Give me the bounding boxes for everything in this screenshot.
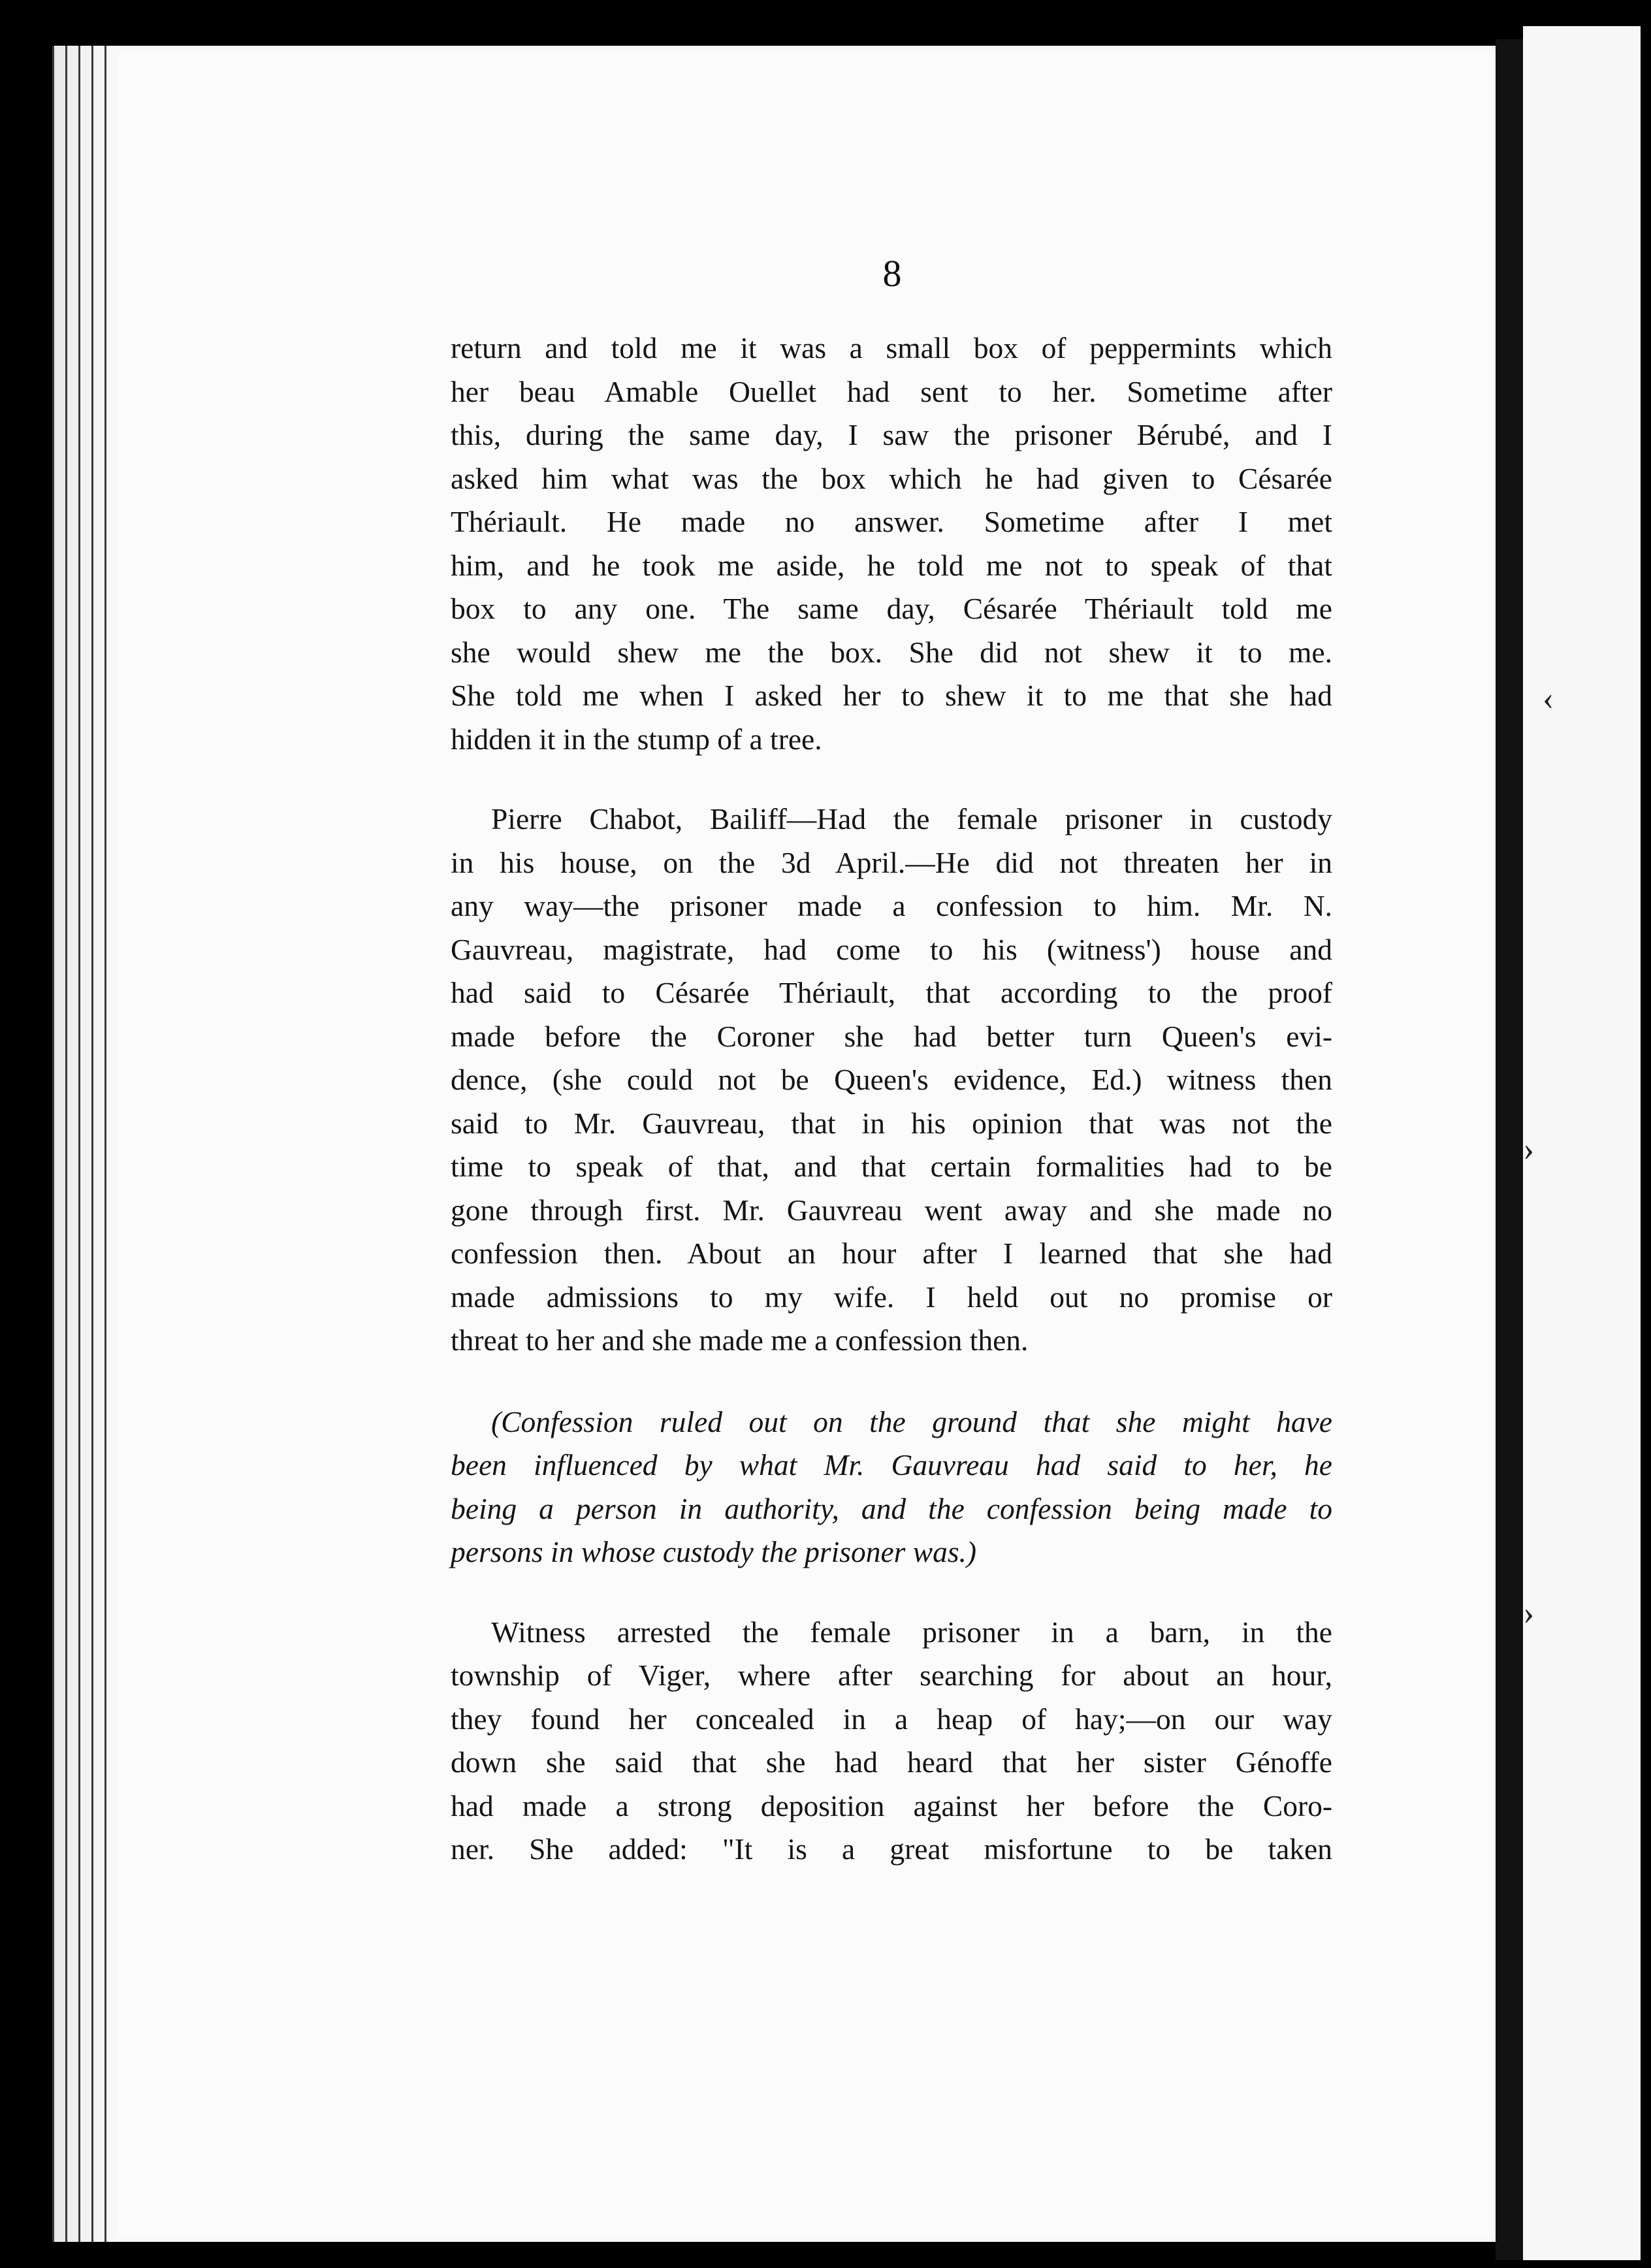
text-line: been influenced by what Mr. Gauvreau had said to her, he — [451, 1448, 1332, 1482]
text-line: dence, (she could not be Queen's evidence, Ed.) witness then — [451, 1063, 1332, 1096]
paragraph-3-ruling — [451, 1401, 1332, 1574]
text-line: being a person in authority, and the confession being made to — [451, 1491, 1332, 1525]
text-line: asked him what was the box which he had given to Césarée — [451, 461, 1332, 495]
text-line: said to Mr. Gauvreau, that in his opinion that was not the — [451, 1106, 1332, 1140]
margin-mark: ‹ — [1543, 680, 1554, 717]
text-line: township of Viger, where after searching for about an hour, — [451, 1659, 1332, 1692]
text-line: had said to Césarée Thériault, that according to the proof — [451, 976, 1332, 1009]
margin-mark: › — [1523, 1131, 1535, 1168]
text-line: Pierre Chabot, Bailiff—Had the female prisoner in custody — [491, 802, 1332, 835]
paragraph-2 — [451, 798, 1332, 1363]
text-line: Gauvreau, magistrate, had come to his (witness') house and — [451, 932, 1332, 966]
text-line: Thériault. He made no answer. Sometime after I met — [451, 505, 1332, 538]
text-line: in his house, on the 3d April.—He did not threaten her in — [451, 845, 1332, 879]
text-line: made admissions to my wife. I held out no promise or — [451, 1280, 1332, 1314]
facing-page-edge — [1523, 26, 1641, 2260]
text-line: (Confession ruled out on the ground that she might have — [491, 1404, 1332, 1438]
text-line: they found her concealed in a heap of hay;—on our way — [451, 1702, 1332, 1736]
paragraph-4 — [451, 1611, 1332, 1871]
text-line: time to speak of that, and that certain formalities had to be — [451, 1150, 1332, 1183]
text-line: made before the Coroner she had better turn Queen's evi- — [451, 1019, 1332, 1053]
text-line: ner. She added: "It is a great misfortune to be taken — [451, 1832, 1332, 1866]
text-line: she would shew me the box. She did not shew it to me. — [451, 635, 1332, 669]
text-line: box to any one. The same day, Césarée Thériault told me — [451, 592, 1332, 625]
text-line: her beau Amable Ouellet had sent to her. Sometime after — [451, 374, 1332, 408]
margin-mark: › — [1523, 1595, 1535, 1632]
page-body-text — [451, 327, 1332, 1871]
text-line: gone through first. Mr. Gauvreau went away and she made no — [451, 1193, 1332, 1227]
text-line: him, and he took me aside, he told me not to speak of that — [451, 548, 1332, 582]
text-line: any way—the prisoner made a confession to him. Mr. N. — [451, 889, 1332, 922]
text-line: had made a strong deposition against her before the Coro- — [451, 1789, 1332, 1822]
text-line: hidden it in the stump of a tree. — [451, 722, 822, 756]
page-number: 8 — [882, 252, 902, 295]
text-line: persons in whose custody the prisoner was.) — [451, 1535, 977, 1568]
text-line: confession then. About an hour after I learned that she had — [451, 1237, 1332, 1270]
paragraph-1 — [451, 327, 1332, 761]
book-binding-gutter — [1496, 39, 1523, 2260]
text-line: return and told me it was a small box of peppermints which — [451, 331, 1332, 364]
text-line: Witness arrested the female prisoner in a barn, in the — [491, 1615, 1332, 1649]
text-line: this, during the same day, I saw the prisoner Bérubé, and I — [451, 418, 1332, 451]
text-line: threat to her and she made me a confession then. — [451, 1323, 1029, 1357]
text-line: She told me when I asked her to shew it to me that she had — [451, 679, 1332, 712]
text-line: down she said that she had heard that her sister Génoffe — [451, 1745, 1332, 1779]
